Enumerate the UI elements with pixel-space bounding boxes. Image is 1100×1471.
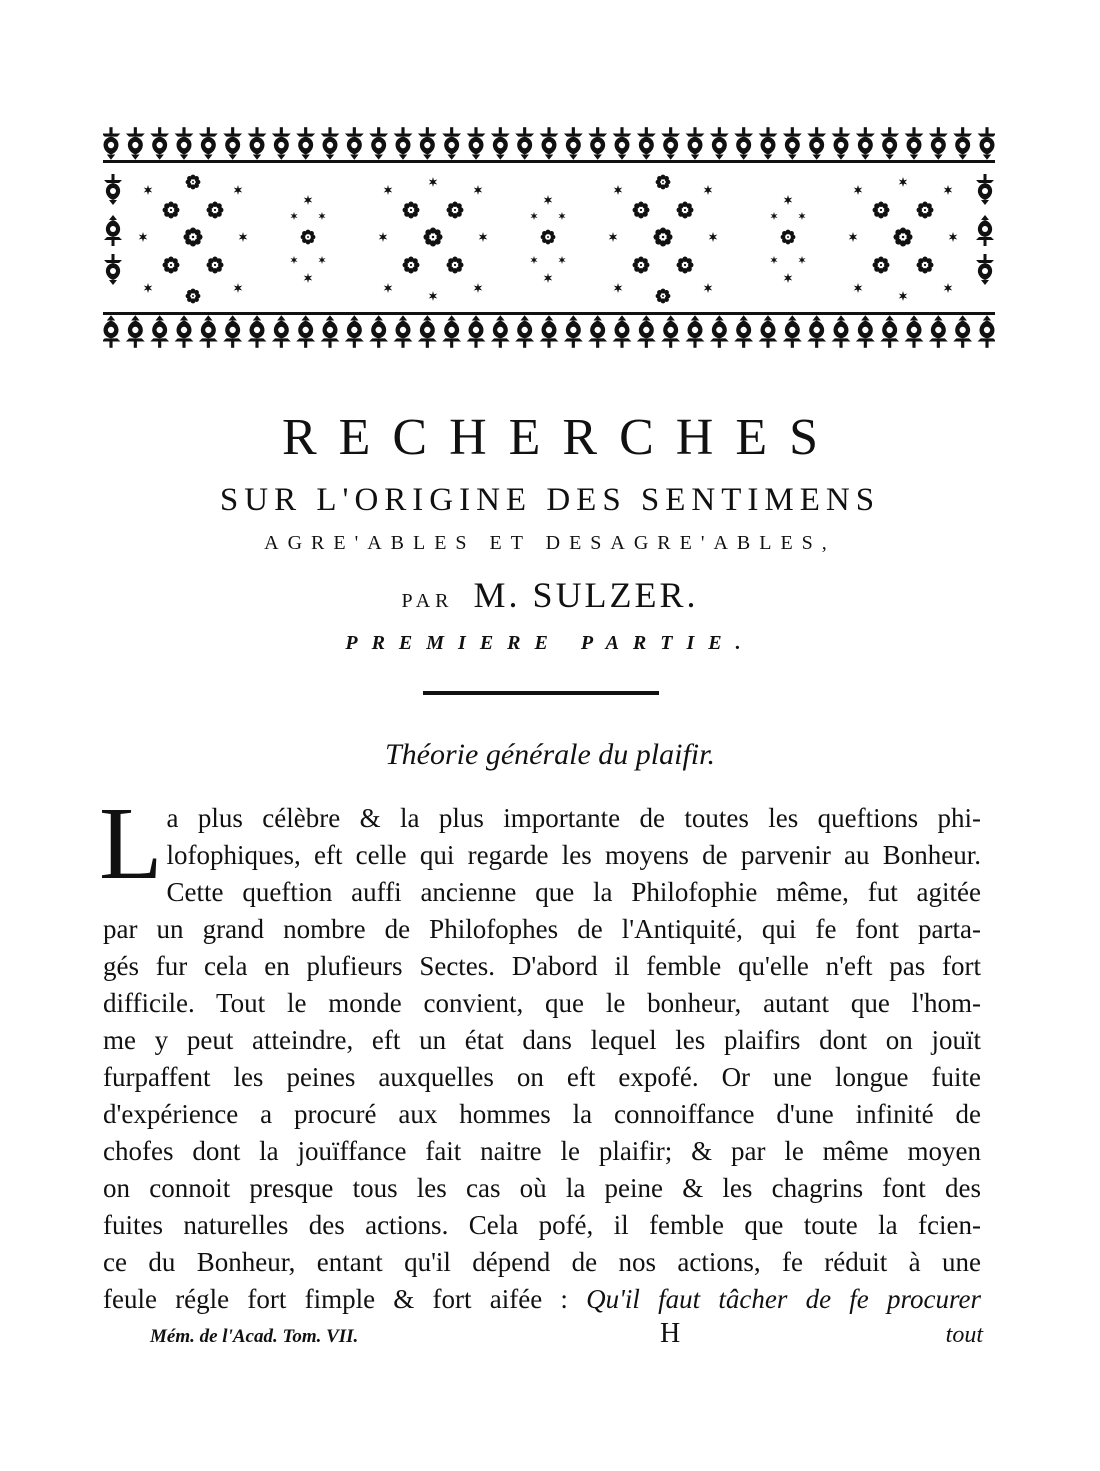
asterisk-icon: [531, 212, 538, 220]
rosette-icon: [893, 227, 912, 246]
asterisk-icon: [474, 185, 483, 195]
fleuron-icon: [929, 127, 948, 160]
asterisk-icon: [899, 291, 908, 301]
fleuron-icon: [613, 315, 632, 348]
text-line: d'expérience a procuré aux hommes la connoiffance d'une infinité de: [103, 1099, 981, 1129]
asterisk-icon: [704, 185, 713, 195]
asterisk-icon: [609, 232, 618, 242]
fleuron-icon: [686, 315, 705, 348]
fleuron-icon: [686, 127, 705, 160]
fleuron-icon: [540, 127, 559, 160]
body-paragraph: [99, 786, 981, 1318]
rosette-icon: [917, 202, 934, 219]
last-line-italic: Qu'il faut tâcher de fe procurer: [586, 1284, 981, 1314]
fleuron-icon: [661, 315, 680, 348]
rosette-icon: [633, 202, 650, 219]
asterisk-icon: [379, 232, 388, 242]
fleuron-icon: [978, 127, 995, 160]
asterisk-icon: [799, 256, 806, 264]
rosette-icon: [207, 202, 224, 219]
catchword: tout: [945, 1322, 983, 1348]
text-line: me y peut atteindre, eft un état dans lequel les plaifirs dont on jouït: [103, 1025, 981, 1055]
signature-mark: H: [660, 1318, 681, 1349]
asterisk-icon: [474, 283, 483, 293]
last-line-roman: feule régle fort fimple & fort aifée :: [103, 1284, 587, 1314]
asterisk-icon: [234, 283, 243, 293]
border-line: [103, 312, 995, 315]
text-line: difficile. Tout le monde convient, que le bonheur, autant que l'hom-: [103, 988, 981, 1018]
text-line: gés fur cela en plufieurs Sectes. D'abord il femble qu'elle n'eft pas fort: [103, 951, 981, 981]
fleuron-icon: [564, 315, 583, 348]
fleuron-icon: [564, 127, 583, 160]
fleuron-icon: [613, 127, 632, 160]
fleuron-icon: [880, 315, 899, 348]
fleuron-icon: [976, 174, 994, 205]
subtitle-line-1: SUR L'ORIGINE DES SENTIMENS: [219, 482, 881, 518]
rosette-icon: [633, 257, 650, 274]
rosette-icon: [301, 230, 316, 245]
asterisk-icon: [429, 291, 438, 301]
fleuron-icon: [515, 127, 534, 160]
asterisk-icon: [614, 283, 623, 293]
text-line: par un grand nombre de Philofophes de l'Antiquité, qui fe font parta-: [103, 914, 981, 944]
fleuron-icon: [272, 127, 291, 160]
fleuron-icon: [248, 127, 267, 160]
fleuron-icon: [856, 127, 875, 160]
rosette-icon: [656, 289, 671, 304]
fleuron-icon: [759, 127, 778, 160]
asterisk-icon: [144, 283, 153, 293]
fleuron-icon: [491, 315, 510, 348]
rosette-icon: [677, 257, 694, 274]
asterisk-icon: [944, 185, 953, 195]
fleuron-icon: [272, 315, 291, 348]
fleuron-icon: [321, 315, 340, 348]
text-line: fuites naturelles des actions. Cela pofé, il femble que toute la fcien-: [103, 1210, 981, 1240]
fleuron-icon: [783, 127, 802, 160]
fleuron-icon: [759, 315, 778, 348]
asterisk-icon: [384, 283, 393, 293]
asterisk-icon: [234, 185, 243, 195]
asterisk-icon: [849, 232, 858, 242]
fleuron-icon: [104, 174, 122, 205]
text-line: lofophiques, eft celle qui regarde les moyens de parvenir au Bonheur.: [166, 840, 981, 870]
fleuron-icon: [199, 315, 218, 348]
fleuron-icon: [976, 254, 994, 285]
border-line: [103, 160, 995, 163]
author-name: M. SULZER.: [473, 575, 699, 615]
asterisk-icon: [949, 232, 958, 242]
fleuron-icon: [418, 315, 437, 348]
fleuron-icon: [104, 254, 122, 285]
asterisk-icon: [384, 185, 393, 195]
fleuron-icon: [150, 127, 169, 160]
fleuron-icon: [734, 127, 753, 160]
rosette-icon: [781, 230, 796, 245]
asterisk-icon: [479, 232, 488, 242]
fleuron-icon: [442, 315, 461, 348]
rosette-icon: [186, 289, 201, 304]
fleuron-icon: [905, 315, 924, 348]
asterisk-icon: [704, 283, 713, 293]
asterisk-icon: [854, 185, 863, 195]
fleuron-icon: [832, 315, 851, 348]
fleuron-icon: [783, 315, 802, 348]
footer-citation: Mém. de l'Acad. Tom. VII.: [150, 1326, 359, 1347]
asterisk-icon: [429, 177, 438, 187]
rosette-icon: [447, 202, 464, 219]
section-title: Théorie générale du plaifir.: [385, 738, 715, 771]
fleuron-icon: [953, 127, 972, 160]
part-heading: PREMIERE PARTIE.: [345, 632, 755, 654]
rosette-icon: [207, 257, 224, 274]
asterisk-icon: [291, 256, 298, 264]
rosette-icon: [186, 175, 201, 190]
fleuron-icon: [832, 127, 851, 160]
rosette-icon: [163, 257, 180, 274]
fleuron-icon: [296, 315, 315, 348]
fleuron-icon: [394, 315, 413, 348]
fleuron-icon: [369, 315, 388, 348]
asterisk-icon: [854, 283, 863, 293]
text-line: Cette queftion auffi ancienne que la Philofophie même, fut agitée: [166, 877, 981, 907]
asterisk-icon: [799, 212, 806, 220]
fleuron-icon: [345, 315, 364, 348]
fleuron-icon: [418, 127, 437, 160]
fleuron-icon: [321, 127, 340, 160]
fleuron-icon: [588, 315, 607, 348]
fleuron-icon: [394, 127, 413, 160]
fleuron-icon: [369, 127, 388, 160]
rosette-icon: [873, 257, 890, 274]
fleuron-icon: [467, 127, 486, 160]
fleuron-icon: [515, 315, 534, 348]
fleuron-icon: [223, 315, 242, 348]
asterisk-icon: [771, 212, 778, 220]
rosette-icon: [183, 227, 202, 246]
fleuron-icon: [175, 315, 194, 348]
fleuron-icon: [345, 127, 364, 160]
fleuron-icon: [710, 315, 729, 348]
rosette-icon: [541, 230, 556, 245]
fleuron-icon: [734, 315, 753, 348]
ornamental-header-band: [103, 120, 995, 355]
asterisk-icon: [304, 195, 313, 205]
fleuron-icon: [661, 127, 680, 160]
fleuron-icon: [248, 315, 267, 348]
asterisk-icon: [291, 212, 298, 220]
asterisk-icon: [544, 273, 553, 283]
rosette-icon: [873, 202, 890, 219]
asterisk-icon: [239, 232, 248, 242]
rosette-icon: [403, 202, 420, 219]
text-line: a plus célèbre & la plus importante de toutes les queftions phi-: [166, 803, 981, 833]
fleuron-icon: [978, 315, 995, 348]
text-line: chofes dont la jouïffance fait naitre le plaifir; & par le même moyen: [103, 1136, 981, 1166]
fleuron-icon: [126, 127, 145, 160]
drop-cap: L: [99, 786, 163, 901]
text-line-last: [103, 1281, 981, 1318]
fleuron-icon: [103, 315, 120, 348]
fleuron-icon: [442, 127, 461, 160]
rosette-icon: [656, 175, 671, 190]
rosette-icon: [677, 202, 694, 219]
fleuron-icon: [223, 127, 242, 160]
asterisk-icon: [899, 177, 908, 187]
asterisk-icon: [139, 232, 148, 242]
asterisk-icon: [319, 212, 326, 220]
asterisk-icon: [144, 185, 153, 195]
fleuron-icon: [953, 315, 972, 348]
fleuron-icon: [540, 315, 559, 348]
text-line: ce du Bonheur, entant qu'il dépend de nos actions, fe réduit à une: [103, 1247, 981, 1277]
fleuron-icon: [637, 315, 656, 348]
fleuron-icon: [856, 315, 875, 348]
fleuron-icon: [976, 215, 994, 246]
fleuron-icon: [929, 315, 948, 348]
asterisk-icon: [784, 273, 793, 283]
fleuron-icon: [710, 127, 729, 160]
fleuron-icon: [637, 127, 656, 160]
rosette-icon: [163, 202, 180, 219]
fleuron-icon: [467, 315, 486, 348]
fleuron-icon: [150, 315, 169, 348]
fleuron-icon: [807, 127, 826, 160]
rosette-icon: [403, 257, 420, 274]
fleuron-icon: [296, 127, 315, 160]
subtitle-line-2: AGRE'ABLES ET DESAGRE'ABLES,: [264, 532, 836, 554]
rosette-icon: [917, 257, 934, 274]
asterisk-icon: [544, 195, 553, 205]
fleuron-icon: [588, 127, 607, 160]
asterisk-icon: [559, 256, 566, 264]
fleuron-icon: [175, 127, 194, 160]
byline: [0, 574, 1100, 616]
page-footer: [150, 1318, 983, 1352]
asterisk-icon: [784, 195, 793, 205]
text-line: furpaffent les peines auxquelles on eft expofé. Or une longue fuite: [103, 1062, 981, 1092]
fleuron-icon: [199, 127, 218, 160]
fleuron-icon: [905, 127, 924, 160]
rosette-icon: [447, 257, 464, 274]
asterisk-icon: [531, 256, 538, 264]
page-title: RECHERCHES: [281, 409, 841, 466]
fleuron-icon: [880, 127, 899, 160]
text-line: on connoit presque tous les cas où la peine & les chagrins font des: [103, 1173, 981, 1203]
rosette-icon: [653, 227, 672, 246]
horizontal-rule: [423, 691, 659, 695]
fleuron-icon: [104, 215, 122, 246]
asterisk-icon: [304, 273, 313, 283]
asterisk-icon: [559, 212, 566, 220]
byline-prefix: PAR: [401, 590, 454, 612]
fleuron-icon: [807, 315, 826, 348]
rosette-icon: [423, 227, 442, 246]
asterisk-icon: [614, 185, 623, 195]
fleuron-icon: [491, 127, 510, 160]
asterisk-icon: [709, 232, 718, 242]
asterisk-icon: [771, 256, 778, 264]
fleuron-icon: [103, 127, 120, 160]
asterisk-icon: [944, 283, 953, 293]
asterisk-icon: [319, 256, 326, 264]
fleuron-icon: [126, 315, 145, 348]
